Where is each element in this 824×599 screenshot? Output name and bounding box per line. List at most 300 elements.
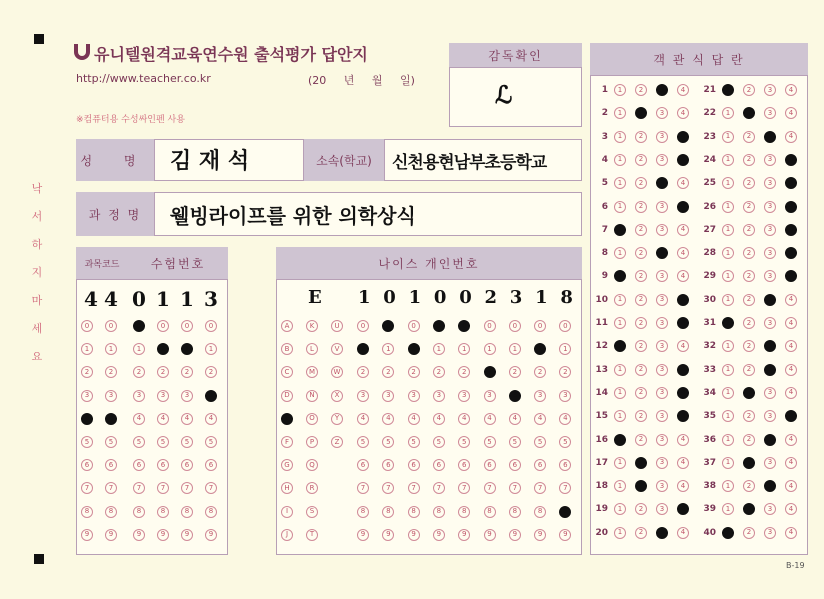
- answer-bubble[interactable]: 2: [743, 294, 755, 306]
- exam-bubble[interactable]: 2: [181, 366, 193, 378]
- answer-bubble[interactable]: 1: [722, 364, 734, 376]
- neis-digit-bubble[interactable]: 8: [408, 506, 420, 518]
- answer-bubble[interactable]: 4: [785, 503, 797, 515]
- exam-bubble[interactable]: 8: [81, 506, 93, 518]
- answer-bubble[interactable]: 1: [722, 224, 734, 236]
- answer-bubble[interactable]: 4: [785, 364, 797, 376]
- answer-bubble[interactable]: 3: [764, 294, 776, 306]
- exam-bubble[interactable]: 9: [205, 529, 217, 541]
- answer-bubble[interactable]: 3: [656, 317, 668, 329]
- answer-bubble[interactable]: 1: [722, 201, 734, 213]
- answer-bubble[interactable]: 2: [635, 317, 647, 329]
- neis-digit-bubble[interactable]: 5: [559, 436, 571, 448]
- exam-bubble[interactable]: 4: [157, 413, 169, 425]
- exam-bubble[interactable]: 2: [81, 366, 93, 378]
- neis-digit-bubble[interactable]: 1: [433, 343, 445, 355]
- answer-bubble[interactable]: 3: [656, 154, 668, 166]
- answer-bubble[interactable]: 2: [635, 177, 647, 189]
- answer-bubble[interactable]: 3: [764, 247, 776, 259]
- answer-bubble[interactable]: 2: [743, 503, 755, 515]
- neis-digit-bubble[interactable]: 4: [534, 413, 546, 425]
- exam-bubble[interactable]: 4: [81, 413, 93, 425]
- neis-digit-bubble[interactable]: 1: [559, 343, 571, 355]
- neis-digit-bubble[interactable]: 6: [509, 459, 521, 471]
- neis-digit-bubble[interactable]: 8: [509, 506, 521, 518]
- answer-bubble[interactable]: 4: [785, 387, 797, 399]
- neis-digit-bubble[interactable]: 2: [509, 366, 521, 378]
- answer-bubble[interactable]: 2: [743, 201, 755, 213]
- neis-digit-bubble[interactable]: 1: [458, 343, 470, 355]
- answer-bubble[interactable]: 3: [764, 364, 776, 376]
- neis-digit-bubble[interactable]: 7: [484, 482, 496, 494]
- answer-bubble[interactable]: 4: [677, 527, 689, 539]
- neis-letter-bubble[interactable]: Z: [331, 436, 343, 448]
- answer-bubble[interactable]: 4: [677, 457, 689, 469]
- neis-letter-bubble[interactable]: I: [281, 506, 293, 518]
- answer-bubble[interactable]: 1: [614, 177, 626, 189]
- answer-bubble[interactable]: 1: [614, 364, 626, 376]
- exam-bubble[interactable]: 7: [133, 482, 145, 494]
- answer-bubble[interactable]: 2: [635, 457, 647, 469]
- neis-letter-bubble[interactable]: F: [281, 436, 293, 448]
- neis-letter-bubble[interactable]: R: [306, 482, 318, 494]
- neis-digit-bubble[interactable]: 5: [484, 436, 496, 448]
- exam-bubble[interactable]: 4: [133, 413, 145, 425]
- answer-bubble[interactable]: 1: [614, 131, 626, 143]
- answer-bubble[interactable]: 2: [635, 434, 647, 446]
- answer-bubble[interactable]: 4: [785, 201, 797, 213]
- neis-digit-bubble[interactable]: 0: [357, 320, 369, 332]
- answer-bubble[interactable]: 4: [677, 317, 689, 329]
- exam-bubble[interactable]: 9: [181, 529, 193, 541]
- exam-bubble[interactable]: 5: [133, 436, 145, 448]
- answer-bubble[interactable]: 4: [677, 503, 689, 515]
- answer-bubble[interactable]: 3: [764, 270, 776, 282]
- neis-digit-bubble[interactable]: 2: [534, 366, 546, 378]
- exam-bubble[interactable]: 5: [205, 436, 217, 448]
- neis-digit-bubble[interactable]: 8: [559, 506, 571, 518]
- answer-bubble[interactable]: 3: [656, 84, 668, 96]
- exam-bubble[interactable]: 2: [157, 366, 169, 378]
- neis-digit-bubble[interactable]: 1: [357, 343, 369, 355]
- neis-digit-bubble[interactable]: 5: [408, 436, 420, 448]
- neis-letter-bubble[interactable]: E: [281, 413, 293, 425]
- answer-bubble[interactable]: 1: [614, 201, 626, 213]
- exam-bubble[interactable]: 6: [105, 459, 117, 471]
- exam-bubble[interactable]: 0: [133, 320, 145, 332]
- answer-bubble[interactable]: 4: [785, 107, 797, 119]
- neis-letter-bubble[interactable]: O: [306, 413, 318, 425]
- neis-digit-bubble[interactable]: 6: [534, 459, 546, 471]
- answer-bubble[interactable]: 1: [722, 131, 734, 143]
- neis-digit-bubble[interactable]: 5: [458, 436, 470, 448]
- neis-digit-bubble[interactable]: 7: [408, 482, 420, 494]
- answer-bubble[interactable]: 3: [656, 387, 668, 399]
- neis-digit-bubble[interactable]: 4: [484, 413, 496, 425]
- neis-letter-bubble[interactable]: U: [331, 320, 343, 332]
- exam-bubble[interactable]: 6: [157, 459, 169, 471]
- neis-digit-bubble[interactable]: 3: [559, 390, 571, 402]
- exam-bubble[interactable]: 3: [81, 390, 93, 402]
- answer-bubble[interactable]: 4: [677, 154, 689, 166]
- answer-bubble[interactable]: 2: [743, 247, 755, 259]
- answer-bubble[interactable]: 1: [722, 294, 734, 306]
- answer-bubble[interactable]: 1: [722, 154, 734, 166]
- neis-digit-bubble[interactable]: 0: [534, 320, 546, 332]
- answer-bubble[interactable]: 1: [722, 410, 734, 422]
- neis-letter-bubble[interactable]: Y: [331, 413, 343, 425]
- neis-digit-bubble[interactable]: 2: [408, 366, 420, 378]
- exam-bubble[interactable]: 9: [105, 529, 117, 541]
- answer-bubble[interactable]: 4: [677, 387, 689, 399]
- answer-bubble[interactable]: 4: [677, 340, 689, 352]
- neis-digit-bubble[interactable]: 3: [357, 390, 369, 402]
- neis-digit-bubble[interactable]: 9: [458, 529, 470, 541]
- answer-bubble[interactable]: 3: [764, 457, 776, 469]
- answer-bubble[interactable]: 4: [677, 247, 689, 259]
- exam-bubble[interactable]: 0: [81, 320, 93, 332]
- neis-digit-bubble[interactable]: 4: [433, 413, 445, 425]
- neis-letter-bubble[interactable]: K: [306, 320, 318, 332]
- answer-bubble[interactable]: 4: [785, 154, 797, 166]
- answer-bubble[interactable]: 2: [635, 247, 647, 259]
- neis-digit-bubble[interactable]: 5: [534, 436, 546, 448]
- answer-bubble[interactable]: 2: [743, 340, 755, 352]
- neis-letter-bubble[interactable]: B: [281, 343, 293, 355]
- neis-digit-bubble[interactable]: 0: [433, 320, 445, 332]
- neis-letter-bubble[interactable]: W: [331, 366, 343, 378]
- neis-digit-bubble[interactable]: 9: [357, 529, 369, 541]
- answer-bubble[interactable]: 4: [677, 270, 689, 282]
- neis-digit-bubble[interactable]: 2: [357, 366, 369, 378]
- answer-bubble[interactable]: 1: [614, 480, 626, 492]
- answer-bubble[interactable]: 2: [743, 434, 755, 446]
- exam-bubble[interactable]: 5: [181, 436, 193, 448]
- neis-digit-bubble[interactable]: 3: [408, 390, 420, 402]
- exam-bubble[interactable]: 9: [81, 529, 93, 541]
- answer-bubble[interactable]: 1: [722, 107, 734, 119]
- answer-bubble[interactable]: 1: [722, 503, 734, 515]
- answer-bubble[interactable]: 3: [764, 131, 776, 143]
- neis-digit-bubble[interactable]: 6: [484, 459, 496, 471]
- answer-bubble[interactable]: 3: [656, 224, 668, 236]
- neis-digit-bubble[interactable]: 9: [534, 529, 546, 541]
- neis-digit-bubble[interactable]: 0: [382, 320, 394, 332]
- exam-bubble[interactable]: 7: [81, 482, 93, 494]
- answer-bubble[interactable]: 3: [656, 201, 668, 213]
- answer-bubble[interactable]: 1: [722, 84, 734, 96]
- answer-bubble[interactable]: 3: [656, 434, 668, 446]
- neis-digit-bubble[interactable]: 4: [458, 413, 470, 425]
- neis-digit-bubble[interactable]: 7: [458, 482, 470, 494]
- answer-bubble[interactable]: 3: [656, 503, 668, 515]
- answer-bubble[interactable]: 4: [677, 480, 689, 492]
- answer-bubble[interactable]: 2: [743, 317, 755, 329]
- answer-bubble[interactable]: 1: [614, 294, 626, 306]
- neis-digit-bubble[interactable]: 8: [357, 506, 369, 518]
- neis-digit-bubble[interactable]: 0: [559, 320, 571, 332]
- answer-bubble[interactable]: 1: [722, 387, 734, 399]
- answer-bubble[interactable]: 4: [677, 177, 689, 189]
- answer-bubble[interactable]: 3: [656, 177, 668, 189]
- neis-digit-bubble[interactable]: 9: [408, 529, 420, 541]
- neis-digit-bubble[interactable]: 7: [357, 482, 369, 494]
- answer-bubble[interactable]: 3: [656, 527, 668, 539]
- exam-bubble[interactable]: 6: [181, 459, 193, 471]
- answer-bubble[interactable]: 1: [722, 457, 734, 469]
- answer-bubble[interactable]: 2: [743, 177, 755, 189]
- neis-digit-bubble[interactable]: 9: [484, 529, 496, 541]
- answer-bubble[interactable]: 3: [656, 410, 668, 422]
- exam-bubble[interactable]: 1: [157, 343, 169, 355]
- neis-digit-bubble[interactable]: 7: [534, 482, 546, 494]
- answer-bubble[interactable]: 2: [635, 131, 647, 143]
- neis-digit-bubble[interactable]: 3: [458, 390, 470, 402]
- answer-bubble[interactable]: 3: [764, 527, 776, 539]
- exam-bubble[interactable]: 0: [205, 320, 217, 332]
- answer-bubble[interactable]: 1: [614, 434, 626, 446]
- exam-bubble[interactable]: 4: [205, 413, 217, 425]
- neis-letter-bubble[interactable]: L: [306, 343, 318, 355]
- answer-bubble[interactable]: 2: [743, 410, 755, 422]
- exam-bubble[interactable]: 6: [133, 459, 145, 471]
- exam-bubble[interactable]: 5: [81, 436, 93, 448]
- exam-bubble[interactable]: 8: [181, 506, 193, 518]
- answer-bubble[interactable]: 4: [785, 294, 797, 306]
- answer-bubble[interactable]: 4: [785, 131, 797, 143]
- neis-digit-bubble[interactable]: 5: [382, 436, 394, 448]
- answer-bubble[interactable]: 3: [764, 410, 776, 422]
- exam-bubble[interactable]: 3: [157, 390, 169, 402]
- answer-bubble[interactable]: 2: [635, 154, 647, 166]
- answer-bubble[interactable]: 4: [785, 527, 797, 539]
- answer-bubble[interactable]: 3: [764, 201, 776, 213]
- answer-bubble[interactable]: 3: [656, 270, 668, 282]
- neis-digit-bubble[interactable]: 1: [408, 343, 420, 355]
- neis-digit-bubble[interactable]: 4: [509, 413, 521, 425]
- answer-bubble[interactable]: 2: [743, 84, 755, 96]
- exam-bubble[interactable]: 4: [105, 413, 117, 425]
- answer-bubble[interactable]: 2: [635, 84, 647, 96]
- answer-bubble[interactable]: 4: [677, 201, 689, 213]
- answer-bubble[interactable]: 1: [722, 247, 734, 259]
- exam-bubble[interactable]: 3: [133, 390, 145, 402]
- answer-bubble[interactable]: 1: [614, 527, 626, 539]
- neis-digit-bubble[interactable]: 4: [357, 413, 369, 425]
- answer-bubble[interactable]: 4: [785, 224, 797, 236]
- answer-bubble[interactable]: 1: [722, 480, 734, 492]
- neis-digit-bubble[interactable]: 4: [382, 413, 394, 425]
- neis-digit-bubble[interactable]: 6: [433, 459, 445, 471]
- neis-digit-bubble[interactable]: 3: [484, 390, 496, 402]
- answer-bubble[interactable]: 3: [764, 177, 776, 189]
- answer-bubble[interactable]: 3: [656, 131, 668, 143]
- answer-bubble[interactable]: 4: [785, 410, 797, 422]
- answer-bubble[interactable]: 4: [677, 131, 689, 143]
- answer-bubble[interactable]: 3: [764, 387, 776, 399]
- neis-digit-bubble[interactable]: 7: [433, 482, 445, 494]
- answer-bubble[interactable]: 1: [722, 434, 734, 446]
- neis-letter-bubble[interactable]: J: [281, 529, 293, 541]
- neis-digit-bubble[interactable]: 3: [433, 390, 445, 402]
- neis-letter-bubble[interactable]: H: [281, 482, 293, 494]
- answer-bubble[interactable]: 1: [614, 340, 626, 352]
- neis-letter-bubble[interactable]: X: [331, 390, 343, 402]
- answer-bubble[interactable]: 3: [764, 154, 776, 166]
- answer-bubble[interactable]: 2: [635, 107, 647, 119]
- answer-bubble[interactable]: 4: [785, 84, 797, 96]
- answer-bubble[interactable]: 2: [635, 387, 647, 399]
- neis-digit-bubble[interactable]: 8: [382, 506, 394, 518]
- neis-digit-bubble[interactable]: 8: [534, 506, 546, 518]
- neis-letter-bubble[interactable]: M: [306, 366, 318, 378]
- neis-digit-bubble[interactable]: 9: [509, 529, 521, 541]
- answer-bubble[interactable]: 3: [764, 503, 776, 515]
- exam-bubble[interactable]: 3: [181, 390, 193, 402]
- neis-digit-bubble[interactable]: 1: [484, 343, 496, 355]
- neis-digit-bubble[interactable]: 2: [458, 366, 470, 378]
- answer-bubble[interactable]: 2: [635, 503, 647, 515]
- answer-bubble[interactable]: 4: [785, 340, 797, 352]
- answer-bubble[interactable]: 2: [743, 527, 755, 539]
- exam-bubble[interactable]: 1: [81, 343, 93, 355]
- neis-digit-bubble[interactable]: 2: [559, 366, 571, 378]
- answer-bubble[interactable]: 4: [785, 480, 797, 492]
- neis-digit-bubble[interactable]: 3: [509, 390, 521, 402]
- answer-bubble[interactable]: 1: [722, 270, 734, 282]
- neis-letter-bubble[interactable]: Q: [306, 459, 318, 471]
- answer-bubble[interactable]: 4: [677, 84, 689, 96]
- answer-bubble[interactable]: 2: [635, 480, 647, 492]
- answer-bubble[interactable]: 2: [743, 131, 755, 143]
- exam-bubble[interactable]: 8: [157, 506, 169, 518]
- answer-bubble[interactable]: 2: [743, 224, 755, 236]
- neis-digit-bubble[interactable]: 3: [382, 390, 394, 402]
- answer-bubble[interactable]: 2: [743, 270, 755, 282]
- answer-bubble[interactable]: 4: [677, 410, 689, 422]
- answer-bubble[interactable]: 2: [635, 270, 647, 282]
- answer-bubble[interactable]: 1: [722, 177, 734, 189]
- exam-bubble[interactable]: 9: [133, 529, 145, 541]
- neis-digit-bubble[interactable]: 6: [559, 459, 571, 471]
- exam-bubble[interactable]: 9: [157, 529, 169, 541]
- answer-bubble[interactable]: 1: [614, 154, 626, 166]
- exam-bubble[interactable]: 8: [133, 506, 145, 518]
- answer-bubble[interactable]: 1: [722, 317, 734, 329]
- answer-bubble[interactable]: 2: [635, 364, 647, 376]
- answer-bubble[interactable]: 2: [743, 480, 755, 492]
- neis-letter-bubble[interactable]: P: [306, 436, 318, 448]
- neis-digit-bubble[interactable]: 1: [382, 343, 394, 355]
- neis-digit-bubble[interactable]: 5: [433, 436, 445, 448]
- answer-bubble[interactable]: 3: [656, 247, 668, 259]
- answer-bubble[interactable]: 3: [656, 457, 668, 469]
- exam-bubble[interactable]: 1: [133, 343, 145, 355]
- neis-digit-bubble[interactable]: 7: [559, 482, 571, 494]
- neis-letter-bubble[interactable]: T: [306, 529, 318, 541]
- neis-letter-bubble[interactable]: D: [281, 390, 293, 402]
- neis-digit-bubble[interactable]: 9: [559, 529, 571, 541]
- neis-digit-bubble[interactable]: 0: [484, 320, 496, 332]
- answer-bubble[interactable]: 1: [614, 224, 626, 236]
- answer-bubble[interactable]: 3: [764, 317, 776, 329]
- answer-bubble[interactable]: 1: [614, 410, 626, 422]
- answer-bubble[interactable]: 2: [743, 387, 755, 399]
- exam-bubble[interactable]: 0: [181, 320, 193, 332]
- answer-bubble[interactable]: 3: [656, 294, 668, 306]
- neis-letter-bubble[interactable]: S: [306, 506, 318, 518]
- answer-bubble[interactable]: 3: [656, 364, 668, 376]
- exam-bubble[interactable]: 7: [181, 482, 193, 494]
- answer-bubble[interactable]: 1: [614, 107, 626, 119]
- answer-bubble[interactable]: 2: [635, 224, 647, 236]
- neis-digit-bubble[interactable]: 0: [458, 320, 470, 332]
- neis-digit-bubble[interactable]: 6: [382, 459, 394, 471]
- answer-bubble[interactable]: 1: [614, 84, 626, 96]
- answer-bubble[interactable]: 2: [635, 410, 647, 422]
- neis-digit-bubble[interactable]: 9: [382, 529, 394, 541]
- answer-bubble[interactable]: 2: [743, 457, 755, 469]
- exam-bubble[interactable]: 5: [105, 436, 117, 448]
- exam-bubble[interactable]: 3: [105, 390, 117, 402]
- answer-bubble[interactable]: 4: [785, 317, 797, 329]
- neis-letter-bubble[interactable]: A: [281, 320, 293, 332]
- exam-bubble[interactable]: 7: [105, 482, 117, 494]
- answer-bubble[interactable]: 4: [677, 434, 689, 446]
- answer-bubble[interactable]: 2: [635, 527, 647, 539]
- exam-bubble[interactable]: 8: [105, 506, 117, 518]
- answer-bubble[interactable]: 4: [677, 107, 689, 119]
- answer-bubble[interactable]: 2: [635, 201, 647, 213]
- neis-digit-bubble[interactable]: 8: [458, 506, 470, 518]
- neis-digit-bubble[interactable]: 0: [408, 320, 420, 332]
- answer-bubble[interactable]: 3: [764, 224, 776, 236]
- neis-letter-bubble[interactable]: N: [306, 390, 318, 402]
- exam-bubble[interactable]: 3: [205, 390, 217, 402]
- answer-bubble[interactable]: 3: [656, 480, 668, 492]
- exam-bubble[interactable]: 7: [157, 482, 169, 494]
- neis-letter-bubble[interactable]: V: [331, 343, 343, 355]
- answer-bubble[interactable]: 1: [614, 503, 626, 515]
- neis-digit-bubble[interactable]: 6: [458, 459, 470, 471]
- exam-bubble[interactable]: 1: [181, 343, 193, 355]
- answer-bubble[interactable]: 1: [614, 247, 626, 259]
- exam-bubble[interactable]: 1: [105, 343, 117, 355]
- neis-digit-bubble[interactable]: 5: [509, 436, 521, 448]
- neis-digit-bubble[interactable]: 9: [433, 529, 445, 541]
- neis-digit-bubble[interactable]: 2: [382, 366, 394, 378]
- answer-bubble[interactable]: 1: [614, 317, 626, 329]
- neis-digit-bubble[interactable]: 2: [484, 366, 496, 378]
- neis-digit-bubble[interactable]: 4: [408, 413, 420, 425]
- neis-digit-bubble[interactable]: 6: [357, 459, 369, 471]
- neis-digit-bubble[interactable]: 7: [509, 482, 521, 494]
- answer-bubble[interactable]: 1: [614, 457, 626, 469]
- answer-bubble[interactable]: 1: [614, 270, 626, 282]
- neis-digit-bubble[interactable]: 5: [357, 436, 369, 448]
- exam-bubble[interactable]: 5: [157, 436, 169, 448]
- neis-digit-bubble[interactable]: 2: [433, 366, 445, 378]
- answer-bubble[interactable]: 2: [743, 107, 755, 119]
- answer-bubble[interactable]: 4: [677, 364, 689, 376]
- neis-digit-bubble[interactable]: 0: [509, 320, 521, 332]
- exam-bubble[interactable]: 6: [205, 459, 217, 471]
- exam-bubble[interactable]: 2: [133, 366, 145, 378]
- answer-bubble[interactable]: 1: [722, 340, 734, 352]
- neis-digit-bubble[interactable]: 3: [534, 390, 546, 402]
- answer-bubble[interactable]: 2: [635, 340, 647, 352]
- answer-bubble[interactable]: 2: [743, 154, 755, 166]
